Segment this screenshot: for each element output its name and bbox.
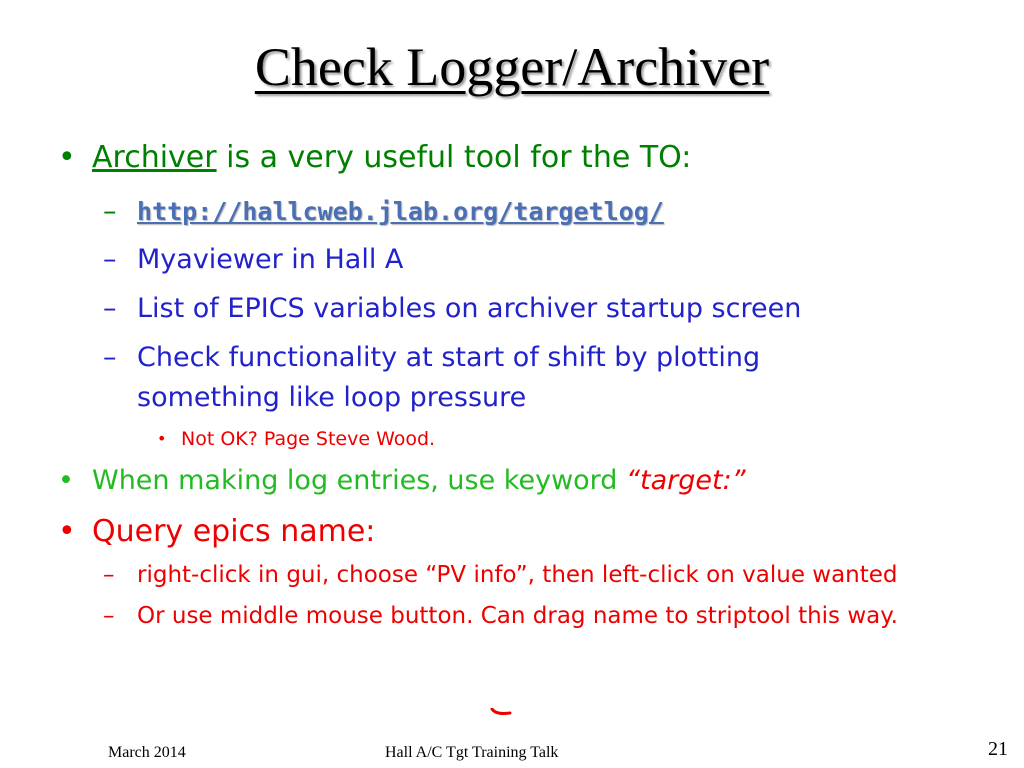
sub-bullet-text: List of EPICS variables on archiver startup screen — [137, 293, 802, 324]
dash-marker: – — [103, 603, 115, 629]
targetlog-url-link[interactable]: http://hallcweb.jlab.org/targetlog/ — [137, 197, 664, 226]
footer-talk-title: Hall A/C Tgt Training Talk — [385, 744, 559, 761]
stray-mark — [490, 708, 512, 716]
sub-bullet-text-line1: Check functionality at start of shift by plotting — [137, 342, 761, 373]
bullet-marker: • — [58, 140, 76, 175]
dash-marker: – — [103, 196, 117, 227]
bullet-marker: • — [58, 514, 76, 549]
bullet-marker: • — [58, 465, 74, 496]
bullet-3-text: Query epics name: — [92, 514, 376, 549]
sub-bullet-text: right-click in gui, choose “PV info”, then left-click on value wanted — [137, 562, 898, 588]
dash-marker: – — [103, 293, 117, 324]
archiver-link[interactable]: Archiver — [92, 140, 217, 175]
slide-title: Check Logger/Archiver — [254, 37, 770, 97]
bullet-marker: • — [157, 429, 167, 448]
sub-bullet-text-line2: something like loop pressure — [137, 382, 527, 413]
dash-marker: – — [103, 562, 115, 588]
sub-bullet-text: Myaviewer in Hall A — [137, 244, 404, 275]
sub-bullet-text: Or use middle mouse button. Can drag name to striptool this way. — [137, 603, 898, 629]
sub-sub-bullet-text: Not OK? Page Steve Wood. — [181, 428, 436, 450]
bullet-1-text: is a very useful tool for the TO: — [216, 140, 692, 175]
footer-date: March 2014 — [108, 744, 186, 761]
dash-marker: – — [103, 244, 117, 275]
dash-marker: – — [103, 342, 117, 373]
bullet-2-text: When making log entries, use keyword — [92, 465, 627, 496]
footer-page-number: 21 — [988, 738, 1008, 760]
bullet-2-keyword: “target:” — [626, 465, 746, 496]
